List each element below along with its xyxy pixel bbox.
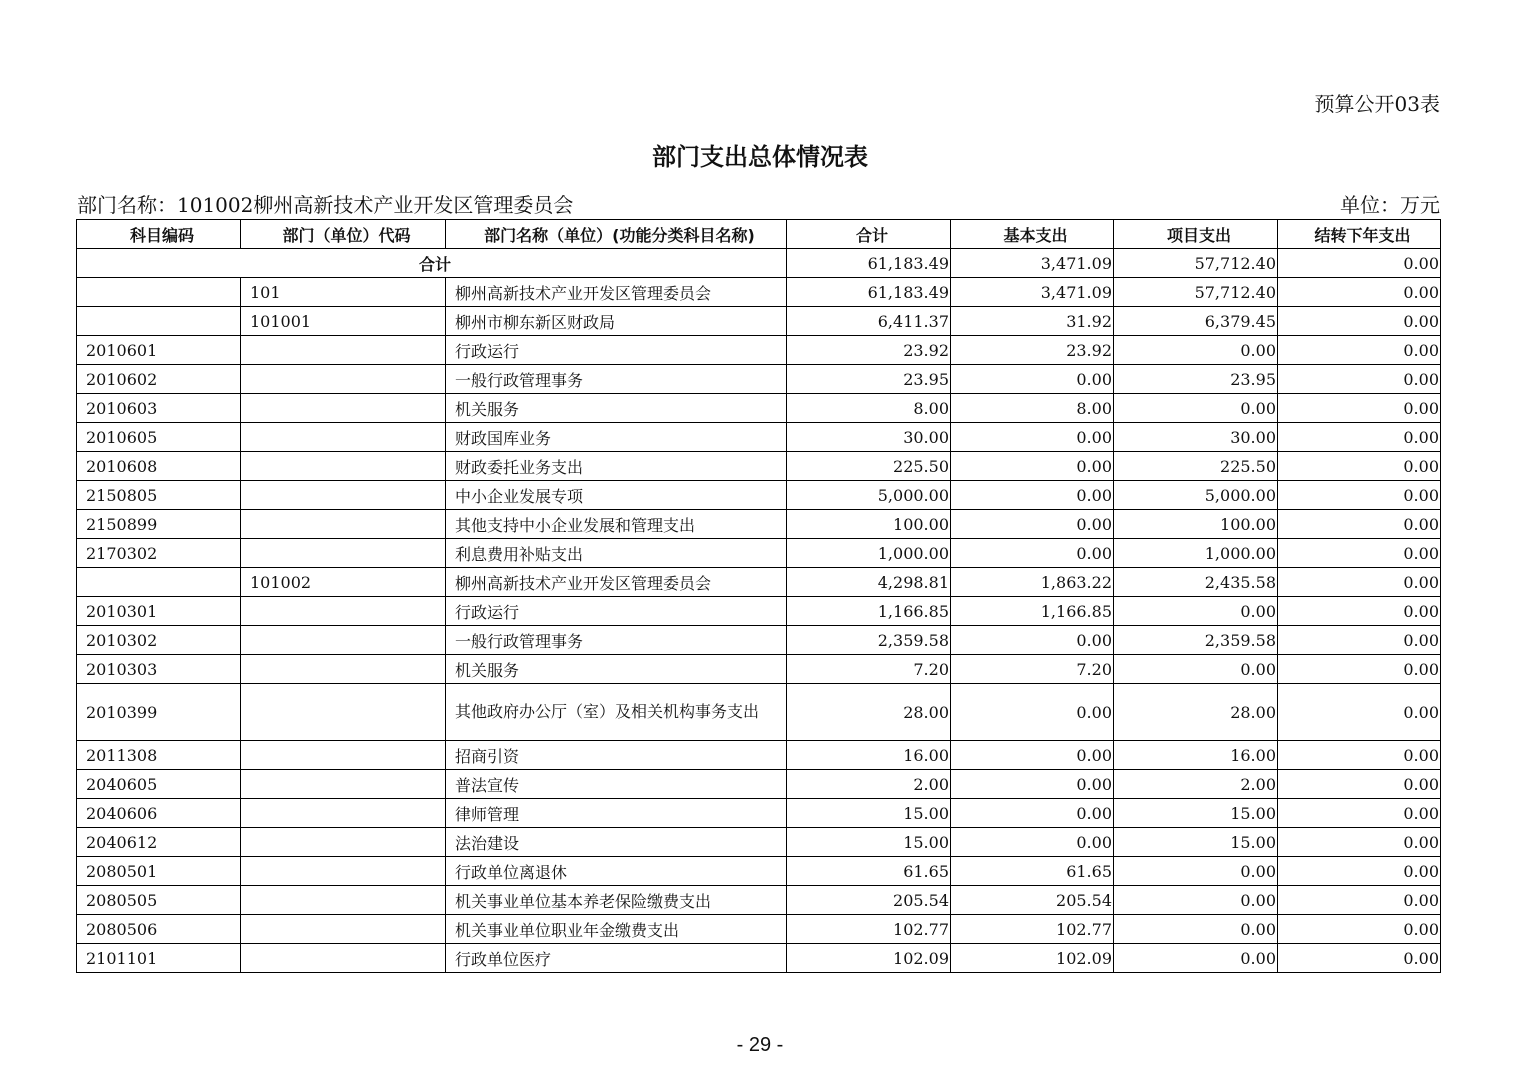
cell-unit-code bbox=[241, 481, 446, 510]
cell-basic: 0.00 bbox=[951, 828, 1114, 857]
cell-project: 225.50 bbox=[1114, 452, 1278, 481]
table-row bbox=[77, 655, 1441, 684]
cell-carry: 0.00 bbox=[1278, 944, 1441, 973]
cell-dept-name: 行政运行 bbox=[446, 597, 787, 626]
cell-subject-code: 2010601 bbox=[77, 336, 241, 365]
cell-total: 28.00 bbox=[787, 684, 951, 741]
unit-label: 单位：万元 bbox=[1340, 193, 1440, 217]
department-name: 部门名称：101002柳州高新技术产业开发区管理委员会 bbox=[77, 193, 574, 217]
total-basic: 3,471.09 bbox=[951, 249, 1114, 278]
table-row bbox=[77, 828, 1441, 857]
table-row bbox=[77, 684, 1441, 741]
expenditure-table bbox=[76, 219, 1441, 973]
cell-total: 61.65 bbox=[787, 857, 951, 886]
cell-unit-code bbox=[241, 452, 446, 481]
cell-dept-name: 普法宣传 bbox=[446, 770, 787, 799]
cell-total: 1,000.00 bbox=[787, 539, 951, 568]
cell-basic: 102.09 bbox=[951, 944, 1114, 973]
cell-carry: 0.00 bbox=[1278, 394, 1441, 423]
table-row bbox=[77, 336, 1441, 365]
cell-unit-code: 101001 bbox=[241, 307, 446, 336]
table-row bbox=[77, 741, 1441, 770]
cell-project: 2.00 bbox=[1114, 770, 1278, 799]
header-subject-code: 科目编码 bbox=[77, 220, 241, 249]
cell-total: 30.00 bbox=[787, 423, 951, 452]
total-sum: 61,183.49 bbox=[787, 249, 951, 278]
cell-dept-name: 一般行政管理事务 bbox=[446, 365, 787, 394]
cell-total: 4,298.81 bbox=[787, 568, 951, 597]
cell-carry: 0.00 bbox=[1278, 915, 1441, 944]
table-row bbox=[77, 568, 1441, 597]
cell-subject-code: 2010605 bbox=[77, 423, 241, 452]
header-row bbox=[77, 220, 1441, 249]
cell-project: 0.00 bbox=[1114, 336, 1278, 365]
cell-subject-code bbox=[77, 278, 241, 307]
cell-subject-code: 2040606 bbox=[77, 799, 241, 828]
cell-project: 1,000.00 bbox=[1114, 539, 1278, 568]
table-row bbox=[77, 394, 1441, 423]
cell-basic: 0.00 bbox=[951, 799, 1114, 828]
cell-total: 205.54 bbox=[787, 886, 951, 915]
cell-dept-name: 律师管理 bbox=[446, 799, 787, 828]
cell-subject-code: 2010303 bbox=[77, 655, 241, 684]
total-row bbox=[77, 249, 1441, 278]
cell-basic: 0.00 bbox=[951, 741, 1114, 770]
cell-basic: 1,166.85 bbox=[951, 597, 1114, 626]
cell-subject-code: 2150899 bbox=[77, 510, 241, 539]
cell-subject-code: 2010301 bbox=[77, 597, 241, 626]
cell-basic: 205.54 bbox=[951, 886, 1114, 915]
cell-total: 15.00 bbox=[787, 828, 951, 857]
cell-dept-name: 机关事业单位职业年金缴费支出 bbox=[446, 915, 787, 944]
cell-subject-code: 2010302 bbox=[77, 626, 241, 655]
cell-dept-name: 招商引资 bbox=[446, 741, 787, 770]
cell-carry: 0.00 bbox=[1278, 539, 1441, 568]
cell-subject-code: 2010603 bbox=[77, 394, 241, 423]
cell-basic: 0.00 bbox=[951, 423, 1114, 452]
table-row bbox=[77, 539, 1441, 568]
cell-subject-code: 2040612 bbox=[77, 828, 241, 857]
cell-basic: 0.00 bbox=[951, 770, 1114, 799]
total-label: 合计 bbox=[77, 249, 787, 278]
cell-subject-code: 2010608 bbox=[77, 452, 241, 481]
cell-carry: 0.00 bbox=[1278, 568, 1441, 597]
cell-total: 16.00 bbox=[787, 741, 951, 770]
cell-basic: 23.92 bbox=[951, 336, 1114, 365]
cell-carry: 0.00 bbox=[1278, 770, 1441, 799]
table-row bbox=[77, 770, 1441, 799]
cell-carry: 0.00 bbox=[1278, 510, 1441, 539]
cell-subject-code: 2011308 bbox=[77, 741, 241, 770]
cell-dept-name: 行政单位医疗 bbox=[446, 944, 787, 973]
cell-subject-code bbox=[77, 568, 241, 597]
cell-carry: 0.00 bbox=[1278, 597, 1441, 626]
cell-carry: 0.00 bbox=[1278, 423, 1441, 452]
cell-basic: 0.00 bbox=[951, 539, 1114, 568]
cell-subject-code: 2150805 bbox=[77, 481, 241, 510]
cell-carry: 0.00 bbox=[1278, 799, 1441, 828]
cell-unit-code bbox=[241, 655, 446, 684]
cell-dept-name: 其他政府办公厅（室）及相关机构事务支出 bbox=[446, 684, 787, 741]
cell-project: 16.00 bbox=[1114, 741, 1278, 770]
cell-carry: 0.00 bbox=[1278, 481, 1441, 510]
cell-basic: 61.65 bbox=[951, 857, 1114, 886]
cell-total: 61,183.49 bbox=[787, 278, 951, 307]
cell-basic: 3,471.09 bbox=[951, 278, 1114, 307]
cell-total: 7.20 bbox=[787, 655, 951, 684]
cell-carry: 0.00 bbox=[1278, 336, 1441, 365]
cell-dept-name: 柳州高新技术产业开发区管理委员会 bbox=[446, 278, 787, 307]
cell-carry: 0.00 bbox=[1278, 741, 1441, 770]
cell-carry: 0.00 bbox=[1278, 278, 1441, 307]
cell-project: 30.00 bbox=[1114, 423, 1278, 452]
header-dept-name: 部门名称（单位）(功能分类科目名称) bbox=[446, 220, 787, 249]
cell-total: 102.09 bbox=[787, 944, 951, 973]
cell-dept-name: 中小企业发展专项 bbox=[446, 481, 787, 510]
cell-unit-code bbox=[241, 626, 446, 655]
cell-dept-name: 机关服务 bbox=[446, 655, 787, 684]
header-project: 项目支出 bbox=[1114, 220, 1278, 249]
total-project: 57,712.40 bbox=[1114, 249, 1278, 278]
cell-basic: 102.77 bbox=[951, 915, 1114, 944]
cell-project: 28.00 bbox=[1114, 684, 1278, 741]
cell-project: 0.00 bbox=[1114, 857, 1278, 886]
cell-project: 2,359.58 bbox=[1114, 626, 1278, 655]
cell-basic: 31.92 bbox=[951, 307, 1114, 336]
cell-project: 15.00 bbox=[1114, 799, 1278, 828]
cell-total: 6,411.37 bbox=[787, 307, 951, 336]
cell-unit-code bbox=[241, 799, 446, 828]
header-carry: 结转下年支出 bbox=[1278, 220, 1441, 249]
cell-unit-code bbox=[241, 510, 446, 539]
cell-total: 23.95 bbox=[787, 365, 951, 394]
cell-basic: 0.00 bbox=[951, 626, 1114, 655]
table-row bbox=[77, 365, 1441, 394]
cell-dept-name: 其他支持中小企业发展和管理支出 bbox=[446, 510, 787, 539]
cell-dept-name: 利息费用补贴支出 bbox=[446, 539, 787, 568]
cell-subject-code: 2010602 bbox=[77, 365, 241, 394]
cell-subject-code: 2080501 bbox=[77, 857, 241, 886]
table-row bbox=[77, 597, 1441, 626]
cell-basic: 0.00 bbox=[951, 481, 1114, 510]
cell-project: 5,000.00 bbox=[1114, 481, 1278, 510]
cell-subject-code: 2040605 bbox=[77, 770, 241, 799]
cell-project: 0.00 bbox=[1114, 915, 1278, 944]
table-row bbox=[77, 944, 1441, 973]
cell-subject-code: 2170302 bbox=[77, 539, 241, 568]
cell-unit-code bbox=[241, 915, 446, 944]
cell-total: 2.00 bbox=[787, 770, 951, 799]
cell-unit-code bbox=[241, 741, 446, 770]
table-row bbox=[77, 626, 1441, 655]
cell-basic: 7.20 bbox=[951, 655, 1114, 684]
cell-subject-code: 2010399 bbox=[77, 684, 241, 741]
cell-project: 23.95 bbox=[1114, 365, 1278, 394]
cell-carry: 0.00 bbox=[1278, 857, 1441, 886]
cell-unit-code bbox=[241, 684, 446, 741]
cell-unit-code bbox=[241, 597, 446, 626]
cell-project: 100.00 bbox=[1114, 510, 1278, 539]
form-number: 预算公开03表 bbox=[1314, 92, 1440, 116]
cell-dept-name: 财政委托业务支出 bbox=[446, 452, 787, 481]
cell-dept-name: 财政国库业务 bbox=[446, 423, 787, 452]
header-basic: 基本支出 bbox=[951, 220, 1114, 249]
cell-basic: 0.00 bbox=[951, 452, 1114, 481]
cell-carry: 0.00 bbox=[1278, 452, 1441, 481]
cell-project: 0.00 bbox=[1114, 597, 1278, 626]
table-row bbox=[77, 481, 1441, 510]
cell-carry: 0.00 bbox=[1278, 626, 1441, 655]
cell-unit-code: 101 bbox=[241, 278, 446, 307]
cell-total: 15.00 bbox=[787, 799, 951, 828]
table-row bbox=[77, 799, 1441, 828]
cell-subject-code: 2080505 bbox=[77, 886, 241, 915]
cell-carry: 0.00 bbox=[1278, 886, 1441, 915]
cell-dept-name: 柳州市柳东新区财政局 bbox=[446, 307, 787, 336]
cell-dept-name: 行政运行 bbox=[446, 336, 787, 365]
table-row bbox=[77, 452, 1441, 481]
table-row bbox=[77, 423, 1441, 452]
header-unit-code: 部门（单位）代码 bbox=[241, 220, 446, 249]
table-row bbox=[77, 307, 1441, 336]
cell-subject-code: 2101101 bbox=[77, 944, 241, 973]
table-row bbox=[77, 915, 1441, 944]
cell-unit-code bbox=[241, 857, 446, 886]
table-row bbox=[77, 278, 1441, 307]
cell-carry: 0.00 bbox=[1278, 655, 1441, 684]
cell-carry: 0.00 bbox=[1278, 307, 1441, 336]
cell-unit-code bbox=[241, 365, 446, 394]
cell-unit-code bbox=[241, 423, 446, 452]
cell-unit-code bbox=[241, 886, 446, 915]
cell-total: 23.92 bbox=[787, 336, 951, 365]
cell-basic: 8.00 bbox=[951, 394, 1114, 423]
cell-basic: 1,863.22 bbox=[951, 568, 1114, 597]
cell-unit-code bbox=[241, 539, 446, 568]
cell-unit-code bbox=[241, 770, 446, 799]
cell-project: 0.00 bbox=[1114, 944, 1278, 973]
cell-total: 102.77 bbox=[787, 915, 951, 944]
cell-unit-code bbox=[241, 828, 446, 857]
header-total: 合计 bbox=[787, 220, 951, 249]
total-carry: 0.00 bbox=[1278, 249, 1441, 278]
cell-basic: 0.00 bbox=[951, 684, 1114, 741]
cell-unit-code bbox=[241, 394, 446, 423]
cell-total: 100.00 bbox=[787, 510, 951, 539]
cell-basic: 0.00 bbox=[951, 510, 1114, 539]
cell-project: 0.00 bbox=[1114, 886, 1278, 915]
cell-dept-name: 法治建设 bbox=[446, 828, 787, 857]
cell-unit-code: 101002 bbox=[241, 568, 446, 597]
table-row bbox=[77, 857, 1441, 886]
cell-dept-name: 机关服务 bbox=[446, 394, 787, 423]
cell-dept-name: 一般行政管理事务 bbox=[446, 626, 787, 655]
cell-total: 2,359.58 bbox=[787, 626, 951, 655]
cell-subject-code bbox=[77, 307, 241, 336]
cell-dept-name: 行政单位离退休 bbox=[446, 857, 787, 886]
cell-project: 57,712.40 bbox=[1114, 278, 1278, 307]
cell-carry: 0.00 bbox=[1278, 684, 1441, 741]
cell-dept-name: 机关事业单位基本养老保险缴费支出 bbox=[446, 886, 787, 915]
cell-total: 1,166.85 bbox=[787, 597, 951, 626]
cell-basic: 0.00 bbox=[951, 365, 1114, 394]
cell-project: 0.00 bbox=[1114, 655, 1278, 684]
table-row bbox=[77, 510, 1441, 539]
page-number: - 29 - bbox=[736, 1034, 784, 1056]
cell-carry: 0.00 bbox=[1278, 828, 1441, 857]
table-row bbox=[77, 886, 1441, 915]
cell-total: 5,000.00 bbox=[787, 481, 951, 510]
cell-project: 6,379.45 bbox=[1114, 307, 1278, 336]
page-title: 部门支出总体情况表 bbox=[652, 143, 868, 171]
cell-project: 15.00 bbox=[1114, 828, 1278, 857]
cell-unit-code bbox=[241, 944, 446, 973]
cell-total: 225.50 bbox=[787, 452, 951, 481]
cell-project: 2,435.58 bbox=[1114, 568, 1278, 597]
cell-subject-code: 2080506 bbox=[77, 915, 241, 944]
cell-total: 8.00 bbox=[787, 394, 951, 423]
cell-dept-name: 柳州高新技术产业开发区管理委员会 bbox=[446, 568, 787, 597]
cell-unit-code bbox=[241, 336, 446, 365]
cell-carry: 0.00 bbox=[1278, 365, 1441, 394]
cell-project: 0.00 bbox=[1114, 394, 1278, 423]
